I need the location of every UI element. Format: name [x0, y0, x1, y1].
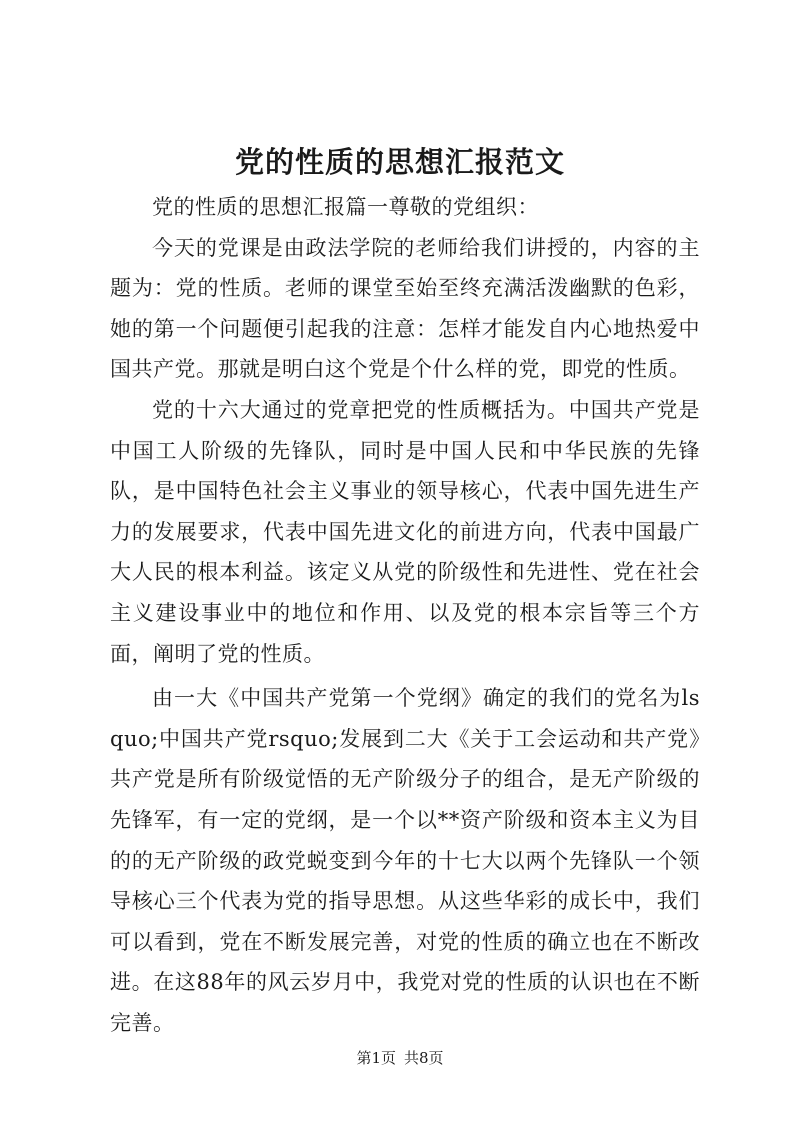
body-paragraph: 党的十六大通过的党章把党的性质概括为。中国共产党是中国工人阶级的先锋队，同时是中国人民和中华民族的先锋队，是中国特色社会主义事业的领导核心，代表中国先进生产力的发展要求，代表中国先进文化的前进方向，代表中国最广大人民的根本利益。该定义从党的阶级性和先进性、党在社会主义建设事业中的地位和作用、以及党的根本宗旨等三个方面，阐明了党的性质。	[110, 397, 700, 666]
salutation-paragraph: 党的性质的思想汇报篇一尊敬的党组织：	[152, 195, 539, 219]
page-total: 共8页	[404, 1049, 444, 1067]
document-body	[110, 187, 700, 1043]
page-footer	[0, 1048, 800, 1068]
body-paragraph: 由一大《中国共产党第一个党纲》确定的我们的党名为lsquo;中国共产党rsquo;发展到二大《关于工会运动和共产党》共产党是所有阶级觉悟的无产阶级分子的组合，是无产阶级的先锋军，有一定的党纲，是一个以**资产阶级和资本主义为目的的无产阶级的政党蜕变到今年的十七大以两个先锋队一个领导核心三个代表为党的指导思想。从这些华彩的成长中，我们可以看到，党在不断发展完善，对党的性质的确立也在不断改进。在这88年的风云岁月中，我党对党的性质的认识也在不断完善。	[110, 686, 700, 1035]
body-paragraph: 今天的党课是由政法学院的老师给我们讲授的，内容的主题为：党的性质。老师的课堂至始至终充满活泼幽默的色彩，她的第一个问题便引起我的注意：怎样才能发自内心地热爱中国共产党。那就是明白这个党是个什么样的党，即党的性质。	[110, 235, 700, 382]
page-number: 第1页	[356, 1049, 396, 1067]
document-title: 党的性质的思想汇报范文	[234, 145, 565, 179]
